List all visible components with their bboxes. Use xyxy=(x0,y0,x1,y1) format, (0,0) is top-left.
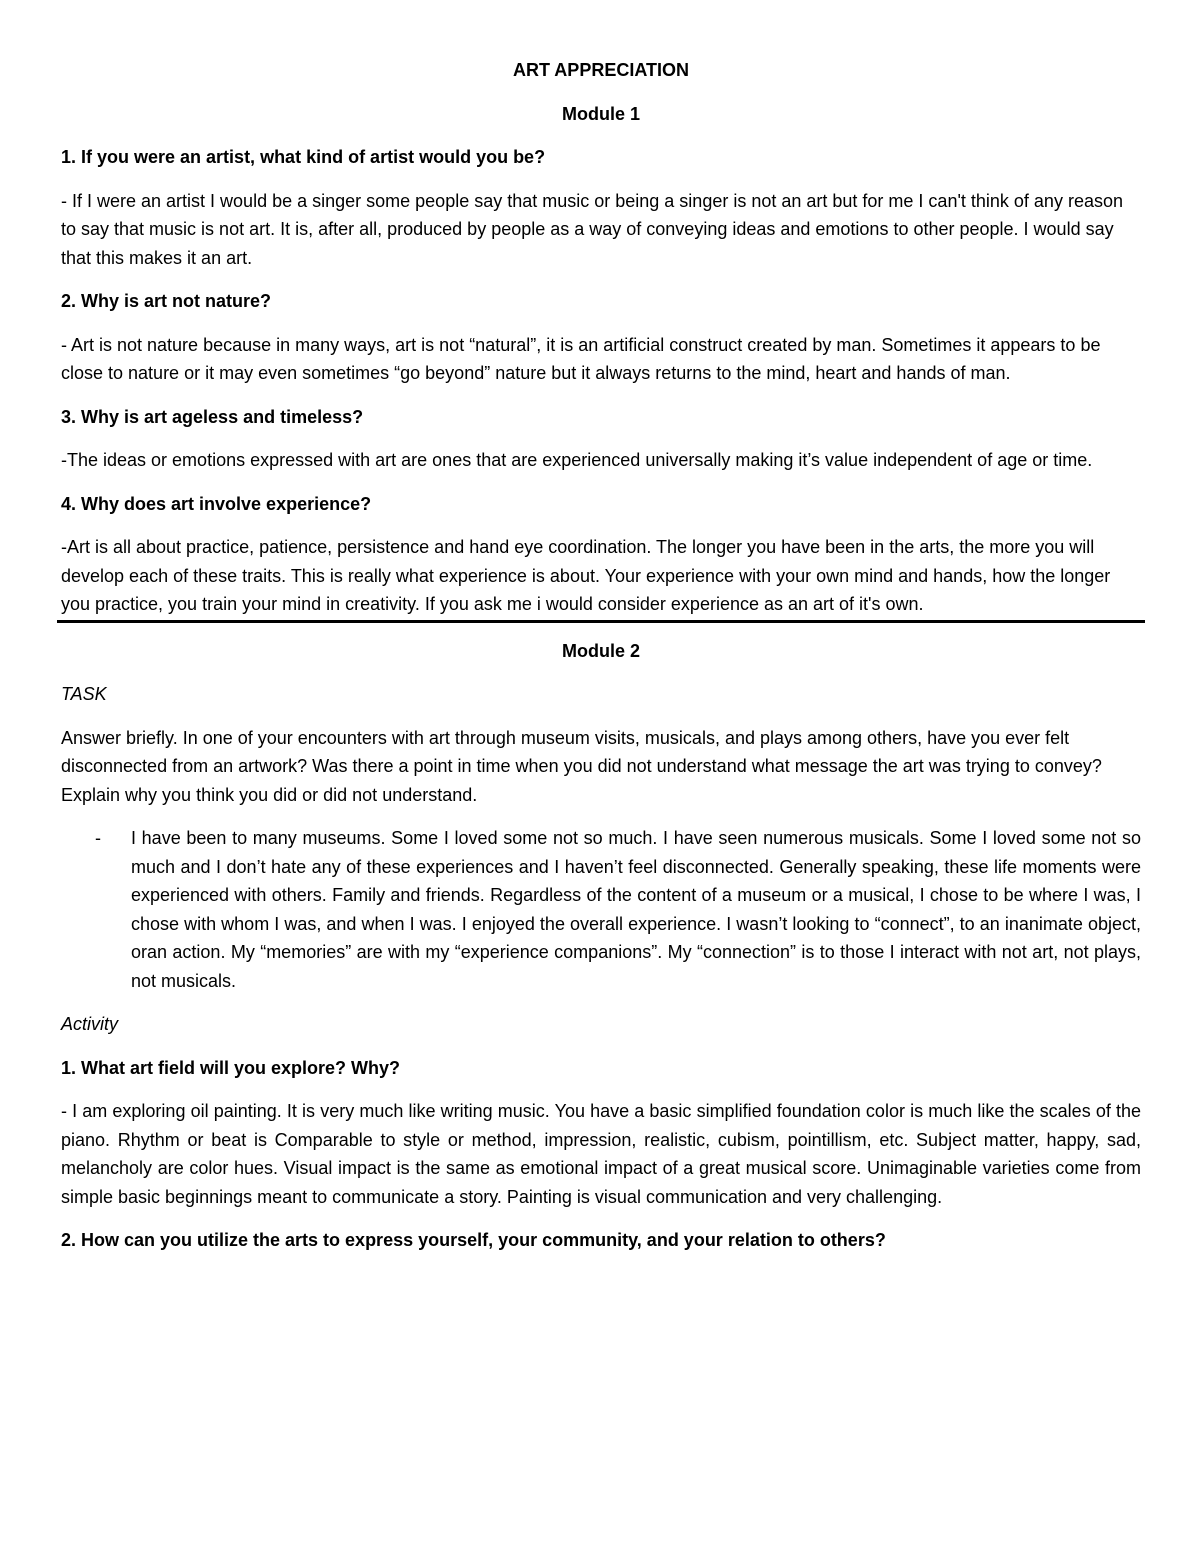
activity-question-1: 1. What art field will you explore? Why? xyxy=(61,1057,401,1078)
task-prompt: Answer briefly. In one of your encounters with art through museum visits, musicals, and plays among others, have you ever felt disconnected from an artwork? Was there a point in time when you did not understand what message the art was trying to convey? Explain why you think you did or did not understand. xyxy=(61,727,1102,805)
module-2-section xyxy=(61,637,1141,1255)
module-1-question-3: 3. Why is art ageless and timeless? xyxy=(61,406,364,427)
document-title: ART APPRECIATION xyxy=(512,60,689,80)
activity-answer-1: - I am exploring oil painting. It is very much like writing music. You have a basic simplified foundation color is much like the scales of the piano. Rhythm or beat is Comparable to style or method, impression, realistic, cubism, pointillism, etc. Subject matter, happy, sad, melancholy are color hues. Visual impact is the same as emotional impact of a great musical score. Unimaginable varieties come from simple basic beginnings meant to communicate a story. Painting is visual communication and very challenging. xyxy=(61,1101,1141,1207)
module-1-answer-4: -Art is all about practice, patience, persistence and hand eye coordination. The longer you have been in the arts, the more you will develop each of these traits. This is really what experience is about. Your experience with your own mind and hands, how the longer you practice, you train your mind in creativity. If you ask me i would consider experience as an art of it's own. xyxy=(61,537,1111,614)
module-1-question-1: 1. If you were an artist, what kind of artist would you be? xyxy=(61,147,546,167)
task-answer: I have been to many museums. Some I loved some not so much. I have seen numerous musicals. Some I loved some not so much and I don’t hate any of these experiences and I haven’t feel disconnected. Generally speaking, these life moments were experienced with others. Family and friends. Regardless of the content of a museum or a musical, I chose to be where I was, I chose with whom I was, and when I was. I enjoyed the overall experience. I wasn’t looking to “connect”, to an inanimate object, oran action. My “memories” are with my “experience companions”. My “connection” is to those I interact with not art, not plays, not musicals. xyxy=(131,828,1141,991)
document-page xyxy=(61,56,1141,1270)
module-1-question-2: 2. Why is art not nature? xyxy=(61,291,272,311)
activity-question-2: 2. How can you utilize the arts to express yourself, your community, and your relation to others? xyxy=(61,1230,886,1250)
task-label: TASK xyxy=(61,684,107,704)
section-divider xyxy=(57,620,1145,623)
module-1-title: Module 1 xyxy=(561,103,640,124)
module-1-question-4: 4. Why does art involve experience? xyxy=(61,493,372,514)
task-answer-list-item xyxy=(61,824,1141,995)
module-2-title: Module 2 xyxy=(561,640,640,661)
activity-label: Activity xyxy=(61,1014,119,1034)
module-1-answer-3: -The ideas or emotions expressed with art are ones that are experienced universally making it’s value independent of age or time. xyxy=(61,450,1093,470)
module-1-section xyxy=(61,100,1141,619)
module-1-answer-2: - Art is not nature because in many ways, art is not “natural”, it is an artificial construct created by man. Sometimes it appears to be close to nature or it may even sometimes “go beyond” nature but it always returns to the mind, heart and hands of man. xyxy=(61,334,1101,383)
module-1-answer-1: - If I were an artist I would be a singer some people say that music or being a singer is not an art but for me I can't think of any reason to say that music is not art. It is, after all, produced by people as a way of conveying ideas and emotions to other people. I would say that this makes it an art. xyxy=(61,190,1123,268)
bullet-dash: - xyxy=(95,828,101,848)
